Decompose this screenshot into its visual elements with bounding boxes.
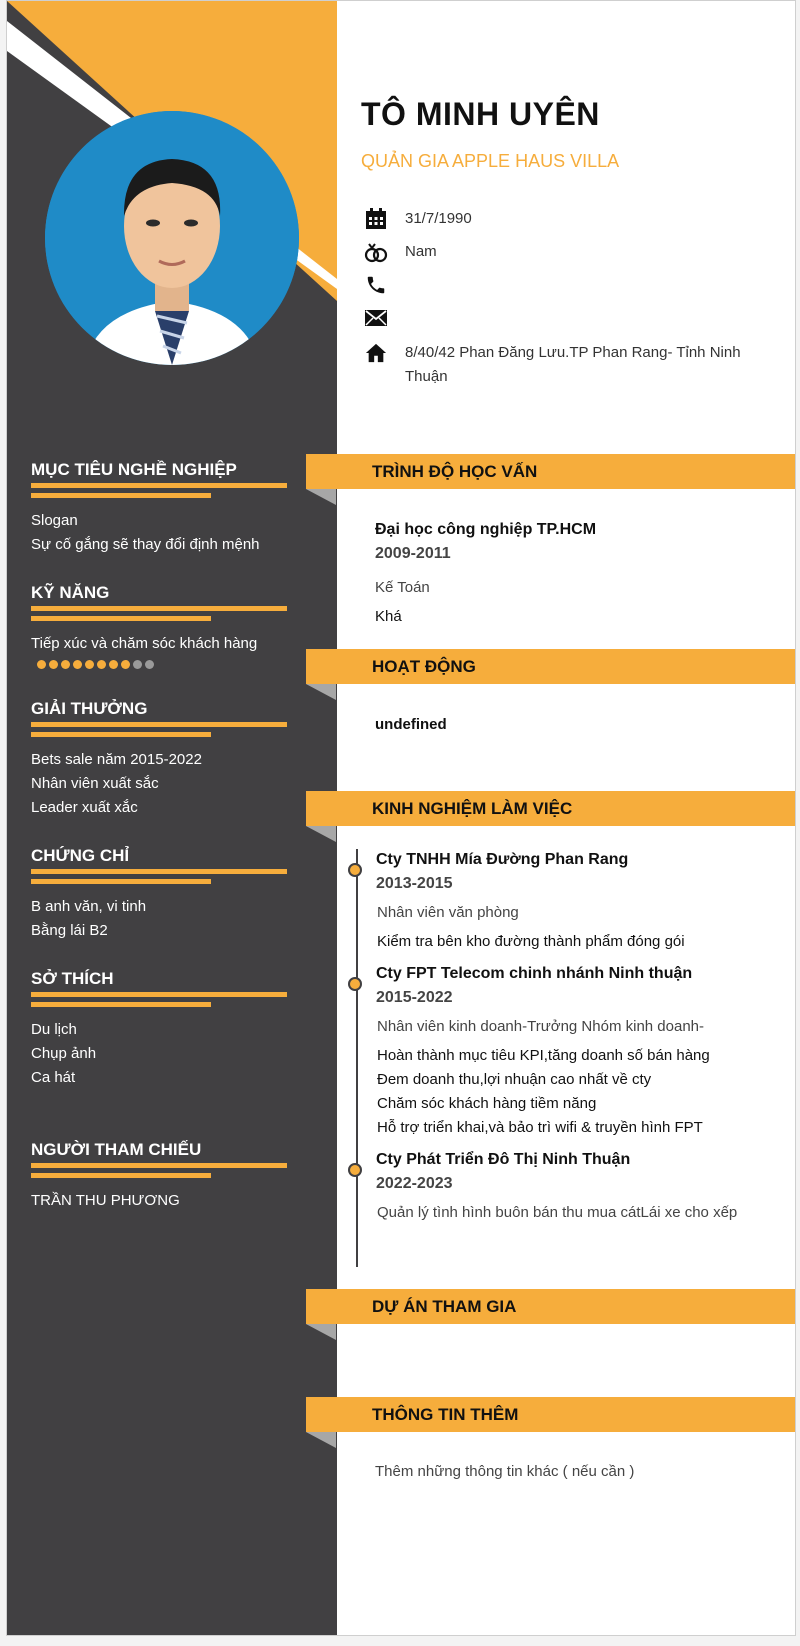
avatar: [45, 111, 299, 365]
job-years: 2013-2015: [376, 875, 453, 892]
email-row: [361, 306, 750, 330]
job-position: Nhân viên văn phòng: [377, 904, 519, 921]
education-band: [306, 454, 795, 489]
skill-rating: [37, 660, 154, 669]
activities-band-fold: [306, 684, 336, 700]
rating-dot-empty: [145, 660, 154, 669]
additional-text: Thêm những thông tin khác ( nếu cần ): [375, 1463, 635, 1480]
skill-name: Tiếp xúc và chăm sóc khách hàng: [31, 635, 258, 652]
address-row: [361, 341, 750, 389]
experience-band: [306, 791, 795, 826]
additional-heading: THÔNG TIN THÊM: [372, 1405, 519, 1424]
job-company: Cty FPT Telecom chinh nhánh Ninh thuận: [376, 965, 693, 982]
award-item: Nhân viên xuất sắc: [31, 775, 159, 792]
objective-underline: [31, 483, 287, 488]
awards-underline: [31, 722, 287, 727]
hobby-item: Chụp ảnh: [31, 1045, 97, 1062]
objective-slogan-text: Sự cố gắng sẽ thay đổi định mệnh: [31, 536, 260, 553]
education-grade: Khá: [375, 608, 402, 625]
projects-band: [306, 1289, 795, 1324]
rating-dot-filled: [121, 660, 130, 669]
references-underline-short: [31, 1173, 211, 1178]
gender-row: [361, 240, 750, 264]
additional-band: [306, 1397, 795, 1432]
education-school: Đại học công nghiệp TP.HCM: [375, 521, 597, 538]
rings-icon: [361, 240, 391, 264]
projects-band-fold: [306, 1324, 336, 1340]
objective-heading: MỤC TIÊU NGHỀ NGHIỆP: [31, 460, 237, 479]
birthday-row: [361, 207, 750, 231]
education-band-fold: [306, 489, 336, 505]
job-detail: Hoàn thành mục tiêu KPI,tăng doanh số bán hàng: [377, 1047, 710, 1064]
hobbies-heading: SỞ THÍCH: [31, 969, 114, 988]
experience-heading: KINH NGHIỆM LÀM VIỆC: [372, 799, 573, 818]
candidate-name: TÔ MINH UYÊN: [361, 96, 600, 132]
hobbies-underline-short: [31, 1002, 211, 1007]
home-icon: [361, 341, 391, 365]
birthday-value: 31/7/1990: [405, 210, 472, 227]
cv-page: [6, 0, 796, 1636]
timeline-line: [356, 849, 358, 1267]
projects-heading: DỰ ÁN THAM GIA: [372, 1297, 517, 1316]
certificates-underline: [31, 869, 287, 874]
skills-underline-short: [31, 616, 211, 621]
job-position: Quản lý tình hình buôn bán thu mua cátLái xe cho xếp: [377, 1204, 738, 1221]
hobby-item: Du lịch: [31, 1021, 77, 1038]
phone-row: [361, 273, 750, 297]
skills-underline: [31, 606, 287, 611]
awards-underline-short: [31, 732, 211, 737]
phone-icon: [361, 273, 391, 297]
job-title: QUẢN GIA APPLE HAUS VILLA: [361, 151, 620, 171]
activities-text: undefined: [375, 716, 447, 733]
objective-slogan-label: Slogan: [31, 512, 78, 529]
address-value: 8/40/42 Phan Đăng Lưu.TP Phan Rang- Tỉnh Ninh Thuận: [405, 344, 741, 385]
rating-dot-filled: [49, 660, 58, 669]
timeline-dot: [348, 1163, 362, 1177]
activities-heading: HOẠT ĐỘNG: [372, 657, 476, 676]
reference-item: TRẦN THU PHƯƠNG: [31, 1192, 180, 1209]
education-heading: TRÌNH ĐỘ HỌC VẤN: [372, 462, 538, 481]
rating-dot-filled: [61, 660, 70, 669]
rating-dot-filled: [97, 660, 106, 669]
education-major: Kế Toán: [375, 579, 430, 596]
references-heading: NGƯỜI THAM CHIẾU: [31, 1140, 202, 1159]
certificate-item: Bằng lái B2: [31, 922, 108, 939]
experience-band-fold: [306, 826, 336, 842]
rating-dot-filled: [85, 660, 94, 669]
timeline-dot: [348, 863, 362, 877]
additional-band-fold: [306, 1432, 336, 1448]
award-item: Bets sale năm 2015-2022: [31, 751, 202, 768]
rating-dot-filled: [73, 660, 82, 669]
rating-dot-filled: [37, 660, 46, 669]
hobby-item: Ca hát: [31, 1069, 76, 1086]
job-detail: Kiểm tra bên kho đường thành phẩm đóng gói: [377, 933, 685, 950]
certificates-underline-short: [31, 879, 211, 884]
awards-heading: GIẢI THƯỞNG: [31, 699, 148, 718]
job-years: 2022-2023: [376, 1175, 453, 1192]
job-detail: Đem doanh thu,lợi nhuận cao nhất về cty: [377, 1071, 652, 1088]
rating-dot-filled: [109, 660, 118, 669]
rating-dot-empty: [133, 660, 142, 669]
gender-value: Nam: [405, 243, 437, 260]
references-underline: [31, 1163, 287, 1168]
certificates-heading: CHỨNG CHỈ: [31, 846, 130, 865]
job-detail: Chăm sóc khách hàng tiềm năng: [377, 1095, 597, 1112]
activities-band: [306, 649, 795, 684]
job-company: Cty Phát Triển Đô Thị Ninh Thuận: [376, 1151, 631, 1168]
email-icon: [361, 306, 391, 330]
timeline-dot: [348, 977, 362, 991]
job-company: Cty TNHH Mía Đường Phan Rang: [376, 851, 629, 868]
job-years: 2015-2022: [376, 989, 453, 1006]
job-detail: Hỗ trợ triển khai,và bảo trì wifi & truyền hình FPT: [377, 1119, 703, 1136]
job-position: Nhân viên kinh doanh-Trưởng Nhóm kinh doanh-: [377, 1018, 705, 1035]
hobbies-underline: [31, 992, 287, 997]
certificate-item: B anh văn, vi tinh: [31, 898, 147, 915]
objective-underline-short: [31, 493, 211, 498]
education-years: 2009-2011: [375, 545, 451, 562]
calendar-icon: [361, 207, 391, 231]
skills-heading: KỸ NĂNG: [31, 583, 110, 602]
award-item: Leader xuất xắc: [31, 799, 138, 816]
